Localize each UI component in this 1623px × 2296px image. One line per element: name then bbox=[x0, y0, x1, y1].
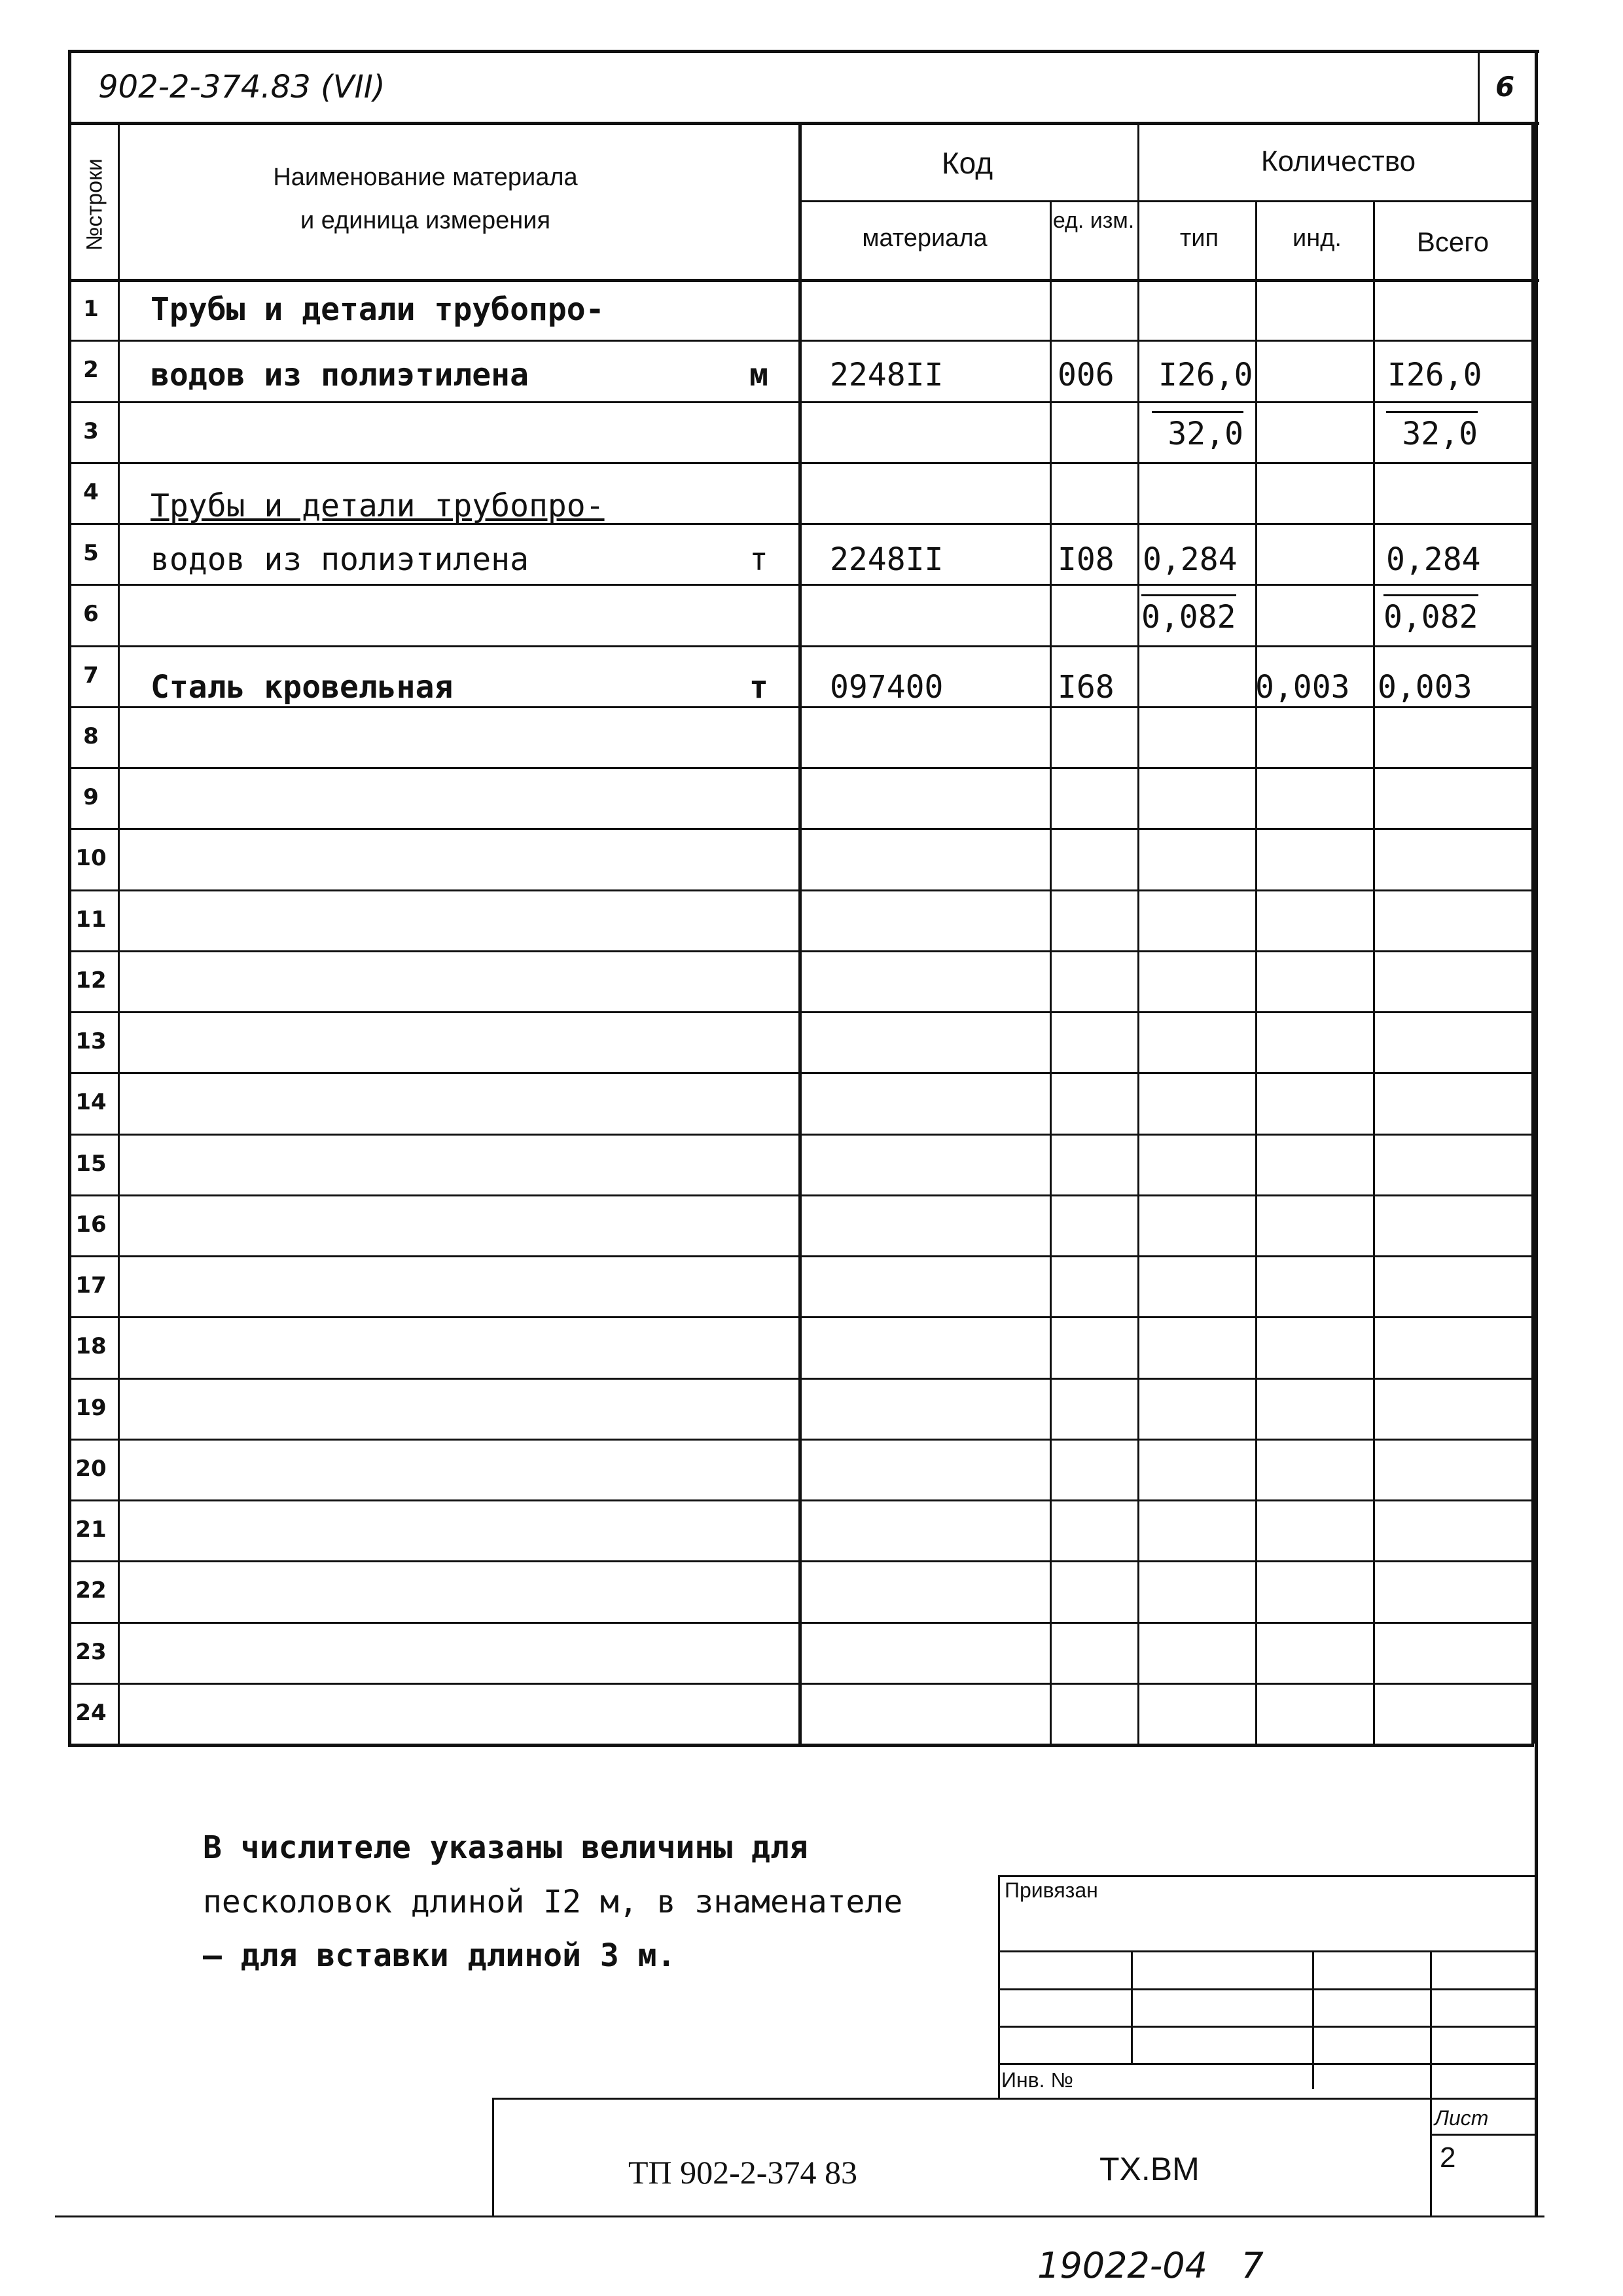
row-separator bbox=[68, 462, 1534, 464]
row4-name: Трубы и детали трубопро- bbox=[151, 488, 605, 524]
quantity-header: Количество bbox=[1260, 145, 1416, 177]
project-code: ТП 902-2-374 83 bbox=[628, 2154, 857, 2191]
header-end-line bbox=[68, 279, 1539, 282]
row-number: 18 bbox=[75, 1333, 107, 1359]
row-separator bbox=[68, 584, 1534, 586]
row-number-header: №строки bbox=[82, 158, 107, 251]
row2-total: I26,0 bbox=[1387, 357, 1482, 393]
row-separator bbox=[68, 1316, 1534, 1318]
sheet-label: Лист bbox=[1435, 2106, 1489, 2130]
row3-total: 32,0 bbox=[1386, 411, 1478, 452]
row-number: 12 bbox=[75, 967, 107, 994]
unit-header: ед. изм. bbox=[1052, 208, 1135, 233]
stamp-line-4 bbox=[998, 2063, 1535, 2065]
row-separator bbox=[68, 401, 1534, 403]
row-separator bbox=[68, 706, 1534, 708]
row-number: 16 bbox=[75, 1211, 107, 1238]
row-separator bbox=[68, 1499, 1534, 1501]
frame-bottom-line bbox=[55, 2215, 1544, 2217]
col-line-ind bbox=[1373, 200, 1375, 1744]
row-number: 4 bbox=[83, 479, 99, 505]
row-number: 11 bbox=[75, 906, 107, 933]
stamp-top-line bbox=[998, 1875, 1535, 1877]
row-number: 5 bbox=[83, 540, 99, 566]
row-separator bbox=[68, 645, 1534, 647]
titleblock-left-line bbox=[492, 2098, 494, 2216]
row5-name: водов из полиэтилена bbox=[151, 541, 529, 578]
row-separator bbox=[68, 340, 1534, 342]
type-header: тип bbox=[1179, 224, 1219, 252]
row7-code: I68 bbox=[1058, 669, 1115, 706]
row-separator bbox=[68, 828, 1534, 830]
row-separator bbox=[68, 1011, 1534, 1013]
corner-divider bbox=[1478, 50, 1480, 122]
row5-unit: т bbox=[749, 541, 768, 578]
row-number: 7 bbox=[83, 662, 99, 689]
row-number: 15 bbox=[75, 1151, 107, 1177]
stamp-col-3 bbox=[1430, 1950, 1432, 2216]
note-line1: В числителе указаны величины для bbox=[203, 1829, 808, 1866]
row-separator bbox=[68, 950, 1534, 952]
row-separator bbox=[68, 1378, 1534, 1380]
row-number: 24 bbox=[75, 1700, 107, 1726]
row-separator bbox=[68, 1622, 1534, 1624]
row7-name: Сталь кровельная bbox=[151, 669, 454, 706]
row-number: 9 bbox=[83, 784, 99, 810]
titleblock-sheet-line bbox=[1430, 2134, 1535, 2136]
row-number: 20 bbox=[75, 1456, 107, 1482]
code-header: Код bbox=[941, 146, 993, 180]
header-mid-line bbox=[800, 200, 1535, 202]
row2-code: 006 bbox=[1058, 357, 1115, 393]
ind-header: инд. bbox=[1293, 224, 1342, 252]
col-line-type bbox=[1255, 200, 1257, 1744]
row-number: 8 bbox=[83, 723, 99, 749]
header-bottom-line bbox=[68, 122, 1539, 125]
titleblock-top-line bbox=[492, 2098, 1535, 2100]
stamp-line-3 bbox=[998, 2026, 1535, 2028]
stamp-line-2 bbox=[998, 1988, 1535, 1990]
row7-material: 097400 bbox=[830, 669, 944, 706]
row6-total: 0,082 bbox=[1383, 594, 1478, 636]
row-separator bbox=[68, 1744, 1534, 1747]
drawing-mark: ТХ.ВМ bbox=[1099, 2151, 1200, 2187]
row-number: 13 bbox=[75, 1028, 107, 1054]
stamp-col-2 bbox=[1312, 1950, 1314, 2089]
row-number: 23 bbox=[75, 1639, 107, 1665]
row-number: 21 bbox=[75, 1516, 107, 1543]
name-header-line2: и единица измерения bbox=[300, 207, 551, 234]
row-separator bbox=[68, 1683, 1534, 1685]
row2-material: 2248II bbox=[830, 357, 944, 393]
doc-code: 902-2-374.83 (VII) bbox=[98, 69, 385, 105]
frame-right-line bbox=[1535, 50, 1538, 2216]
row-separator bbox=[68, 1439, 1534, 1441]
row7-ind: 0,003 bbox=[1255, 669, 1350, 706]
row-separator bbox=[68, 767, 1534, 769]
row1-name: Трубы и детали трубопро- bbox=[151, 291, 605, 328]
row-number: 14 bbox=[75, 1089, 107, 1115]
row5-total: 0,284 bbox=[1386, 541, 1481, 578]
stamp-line-1 bbox=[998, 1950, 1535, 1952]
note-line2: песколовок длиной I2 м, в знаменателе bbox=[203, 1884, 903, 1920]
row-separator bbox=[68, 1194, 1534, 1196]
material-header: материала bbox=[862, 224, 988, 252]
row7-unit: т bbox=[749, 669, 768, 706]
col-line-material bbox=[1050, 200, 1052, 1744]
note-line3: – для вставки длиной 3 м. bbox=[203, 1937, 676, 1974]
row-number: 2 bbox=[83, 357, 99, 383]
row5-code: I08 bbox=[1058, 541, 1115, 578]
row-number: 17 bbox=[75, 1272, 107, 1299]
row-separator bbox=[68, 1255, 1534, 1257]
row-number: 6 bbox=[83, 601, 99, 627]
total-header: Всего bbox=[1416, 226, 1489, 257]
row2-type: I26,0 bbox=[1158, 357, 1253, 393]
row-number: 10 bbox=[75, 845, 107, 871]
row3-type: 32,0 bbox=[1152, 411, 1243, 452]
row2-unit: м bbox=[749, 357, 768, 393]
frame-top-line bbox=[68, 50, 1539, 53]
row-number: 3 bbox=[83, 418, 99, 444]
footer-handwritten-number: 19022-04 7 bbox=[1037, 2245, 1264, 2286]
row7-total: 0,003 bbox=[1378, 669, 1472, 706]
row-separator bbox=[68, 889, 1534, 891]
row-number: 1 bbox=[83, 296, 99, 322]
row-separator bbox=[68, 1072, 1534, 1074]
sheet-corner-number: 6 bbox=[1495, 71, 1515, 103]
stamp-inv-no: Инв. № bbox=[1001, 2068, 1073, 2092]
name-header-line1: Наименование материала bbox=[273, 164, 578, 191]
row5-material: 2248II bbox=[830, 541, 944, 578]
stamp-privyazan: Привязан bbox=[1005, 1878, 1098, 1902]
row2-name: водов из полиэтилена bbox=[151, 357, 529, 393]
row-separator bbox=[68, 1134, 1534, 1136]
row5-type: 0,284 bbox=[1143, 541, 1238, 578]
sheet-number: 2 bbox=[1440, 2142, 1456, 2174]
row-number: 22 bbox=[75, 1577, 107, 1604]
stamp-col-1 bbox=[1131, 1950, 1133, 2063]
row6-type: 0,082 bbox=[1141, 594, 1236, 636]
row-number: 19 bbox=[75, 1395, 107, 1421]
row-separator bbox=[68, 1560, 1534, 1562]
